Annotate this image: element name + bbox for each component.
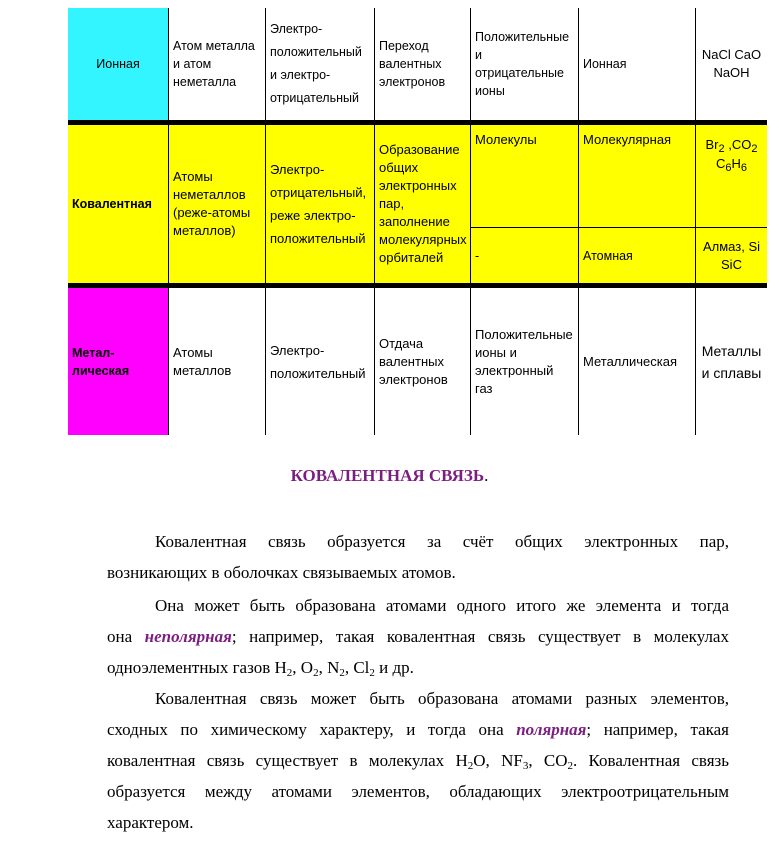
cell-ionic-electronegativity: Электро- положительный и электро- отрицательный xyxy=(266,8,374,120)
cell-covalent-mechanism: Образование общих электронных пар, заполнение молекулярных орбиталей xyxy=(375,125,470,283)
cell-covalent-type: Ковалентная xyxy=(68,125,168,283)
cell-ionic-examples: NaCl CaO NaOH xyxy=(696,8,767,120)
text: , CO xyxy=(528,751,568,770)
text: ; например, такая xyxy=(586,720,729,739)
subscript: 2 xyxy=(718,143,725,155)
paragraph-1 xyxy=(107,526,729,588)
paragraph-line: образуется между атомами элементов, обладающих электроотрицательным xyxy=(107,782,729,801)
paragraph-line xyxy=(107,745,729,776)
text: ковалентная связь существует в молекулах H xyxy=(107,751,468,770)
text: Она может быть образована атомами одного итого же элемента и тогда xyxy=(155,596,729,615)
cell-covalent-examples-b: Алмаз, Si SiC xyxy=(696,228,767,283)
paragraph-line xyxy=(107,590,729,621)
cell-ionic-lattice-type: Ионная xyxy=(579,8,695,120)
cell-covalent-electronegativity: Электро- отрицательный, реже электро- положительный xyxy=(266,125,374,283)
cell-metallic-lattice-type: Металлическая xyxy=(579,288,695,435)
formula-h: H xyxy=(731,156,741,171)
bond-types-table xyxy=(68,8,767,435)
text: , N xyxy=(318,658,340,677)
term-polar: полярная xyxy=(516,720,587,739)
cell-metallic-type: Метал- лическая xyxy=(68,288,168,435)
text: Ковалентная связь образуется за счёт общих электронных пар, xyxy=(155,532,729,551)
paragraph-line xyxy=(107,683,729,714)
cell-ionic-particles: Атом металла и атом неметалла xyxy=(169,8,265,120)
cell-metallic-examples: Металлы и сплавы xyxy=(696,288,767,435)
text: сходных по химическому характеру, и тогда она xyxy=(107,720,517,739)
cell-ionic-mechanism: Переход валентных электронов xyxy=(375,8,470,120)
paragraph-line: возникающих в оболочках связываемых атомов. xyxy=(107,563,456,582)
subscript: 2 xyxy=(467,760,474,772)
cell-ionic-lattice-nodes: Положительные и отрицательные ионы xyxy=(471,8,578,120)
cell-metallic-mechanism: Отдача валентных электронов xyxy=(375,288,470,435)
text: Ковалентная связь может быть образована атомами разных элементов, xyxy=(155,689,729,708)
text: O, NF xyxy=(473,751,523,770)
text: она xyxy=(107,627,145,646)
formula-co: ,CO xyxy=(724,137,752,152)
subscript: 3 xyxy=(522,760,529,772)
heading-title: КОВАЛЕНТНАЯ СВЯЗЬ xyxy=(290,466,485,485)
cell-covalent-lattice-type-a: Молекулярная xyxy=(579,125,695,227)
cell-covalent-lattice-type-b: Атомная xyxy=(579,228,695,283)
paragraph-line xyxy=(107,714,729,745)
subscript: 2 xyxy=(369,667,375,679)
subscript: 2 xyxy=(567,760,573,772)
paragraph-2 xyxy=(107,590,729,683)
subscript: 6 xyxy=(725,162,732,174)
subscript: 2 xyxy=(286,667,293,679)
subscript: 2 xyxy=(339,667,345,679)
paragraph-3 xyxy=(107,683,729,838)
subscript: 2 xyxy=(313,667,319,679)
paragraph-line xyxy=(107,652,729,683)
term-nonpolar: неполярная xyxy=(144,627,232,646)
paragraph-line xyxy=(107,621,729,652)
text: . Ковалентная связь xyxy=(573,751,729,770)
cell-metallic-lattice-nodes: Положительные ионы и электронный газ xyxy=(471,288,578,435)
cell-covalent-lattice-nodes-b: - xyxy=(471,228,578,283)
formula-br: Br xyxy=(705,137,719,152)
paragraph-line: характером. xyxy=(107,813,194,832)
cell-ionic-type: Ионная xyxy=(68,8,168,120)
cell-covalent-examples-a xyxy=(696,125,767,227)
paragraph-line xyxy=(107,526,729,557)
formula-c: C xyxy=(715,156,726,171)
subscript: 6 xyxy=(740,162,748,174)
text: , O xyxy=(292,658,314,677)
cell-covalent-particles: Атомы неметаллов (реже-атомы металлов) xyxy=(169,125,265,283)
text: и др. xyxy=(374,658,414,677)
cell-covalent-lattice-nodes-a: Молекулы xyxy=(471,125,578,227)
heading-dot: . xyxy=(484,466,489,485)
section-heading xyxy=(0,466,779,486)
subscript: 2 xyxy=(751,143,758,155)
text: одноэлементных газов H xyxy=(107,658,287,677)
cell-metallic-electronegativity: Электро- положительный xyxy=(266,288,374,435)
text: , Cl xyxy=(344,658,370,677)
text: ; например, такая ковалентная связь существует в молекулах xyxy=(231,627,729,646)
cell-metallic-particles: Атомы металлов xyxy=(169,288,265,435)
